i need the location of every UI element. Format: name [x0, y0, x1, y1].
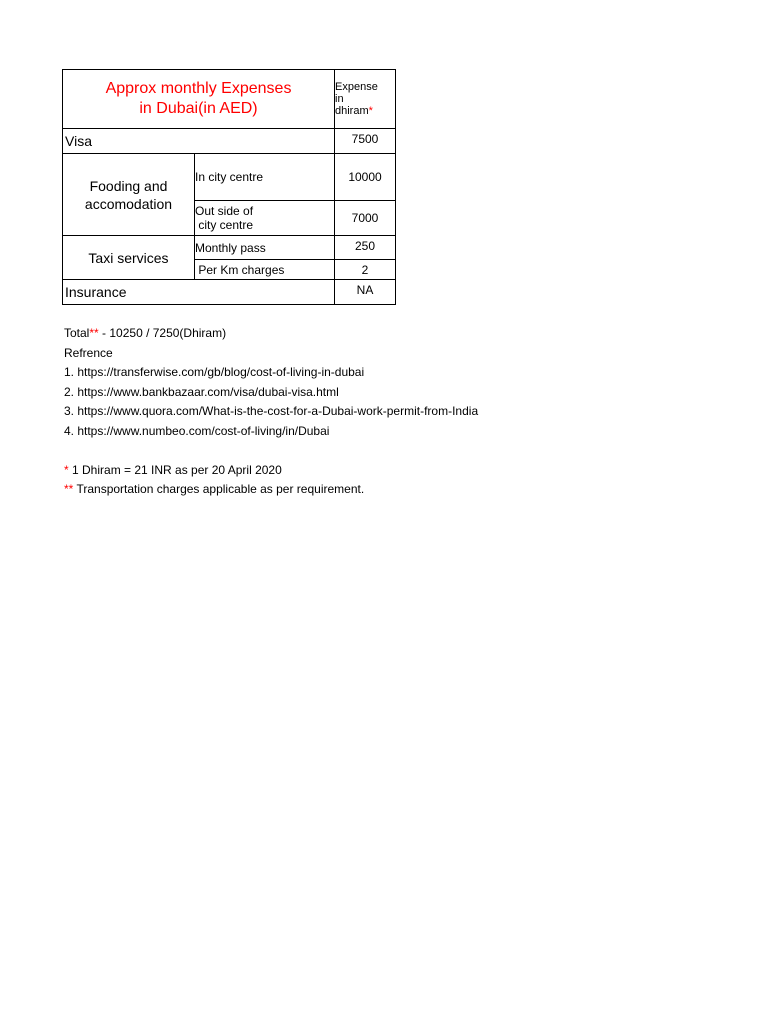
fooding-city-label: In city centre	[195, 154, 335, 201]
table-row-visa	[63, 129, 396, 154]
fooding-label	[63, 154, 195, 236]
table-row-fooding-city	[63, 154, 396, 201]
taxi-km-value: 2	[335, 260, 396, 280]
header-asterisk: *	[368, 105, 373, 117]
table-row-taxi-pass	[63, 236, 396, 260]
taxi-label: Taxi services	[63, 236, 195, 280]
footnote-2	[64, 480, 478, 500]
fooding-outside-label-line1: Out side of	[195, 204, 254, 218]
total-asterisks: **	[89, 326, 99, 340]
fooding-city-value: 10000	[335, 154, 396, 201]
visa-value: 7500	[335, 129, 396, 154]
footnote-1-text: 1 Dhiram = 21 INR as per 20 April 2020	[68, 462, 282, 477]
fooding-label-line1: Fooding and	[89, 177, 168, 194]
notes-section	[64, 324, 478, 500]
header-line2: in	[335, 93, 344, 105]
spacer	[64, 441, 478, 461]
taxi-pass-label: Monthly pass	[195, 236, 335, 260]
expense-column-header	[335, 70, 396, 129]
fooding-label-line2: accomodation	[84, 195, 173, 212]
total-line	[64, 324, 478, 344]
table-title-line1: Approx monthly Expenses	[105, 80, 292, 97]
footnote-2-mark: **	[64, 482, 74, 496]
reference-item: 4. https://www.numbeo.com/cost-of-living/in/Dubai	[64, 423, 330, 438]
reference-item: 1. https://transferwise.com/gb/blog/cost-of-living-in-dubai	[64, 365, 365, 379]
taxi-pass-value: 250	[335, 236, 396, 260]
insurance-label: Insurance	[63, 280, 335, 305]
footnote-1	[64, 461, 478, 481]
table-row-insurance	[63, 280, 396, 305]
taxi-km-label: Per Km charges	[195, 260, 335, 280]
reference-item: 3. https://www.quora.com/What-is-the-cost-for-a-Dubai-work-permit-from-India	[64, 404, 479, 418]
table-header-row	[63, 70, 396, 129]
footnote-2-text: Transportation charges applicable as per requirement.	[73, 482, 365, 496]
expense-table	[62, 69, 396, 305]
header-line3: dhiram	[335, 105, 369, 117]
fooding-outside-label	[195, 201, 335, 236]
table-title-line2: in Dubai(in AED)	[139, 100, 258, 117]
visa-label: Visa	[63, 129, 335, 154]
fooding-outside-label-line2: city centre	[195, 218, 254, 232]
reference-item: 2. https://www.bankbazaar.com/visa/dubai-visa.html	[64, 384, 339, 399]
total-text: - 10250 / 7250(Dhiram)	[98, 326, 227, 340]
footnote-1-mark: *	[64, 462, 69, 477]
reference-heading: Refrence	[64, 345, 113, 360]
total-prefix: Total	[64, 326, 90, 340]
header-line1: Expense	[335, 81, 378, 93]
fooding-outside-value: 7000	[335, 201, 396, 236]
table-title	[63, 70, 335, 129]
insurance-value: NA	[335, 280, 396, 305]
